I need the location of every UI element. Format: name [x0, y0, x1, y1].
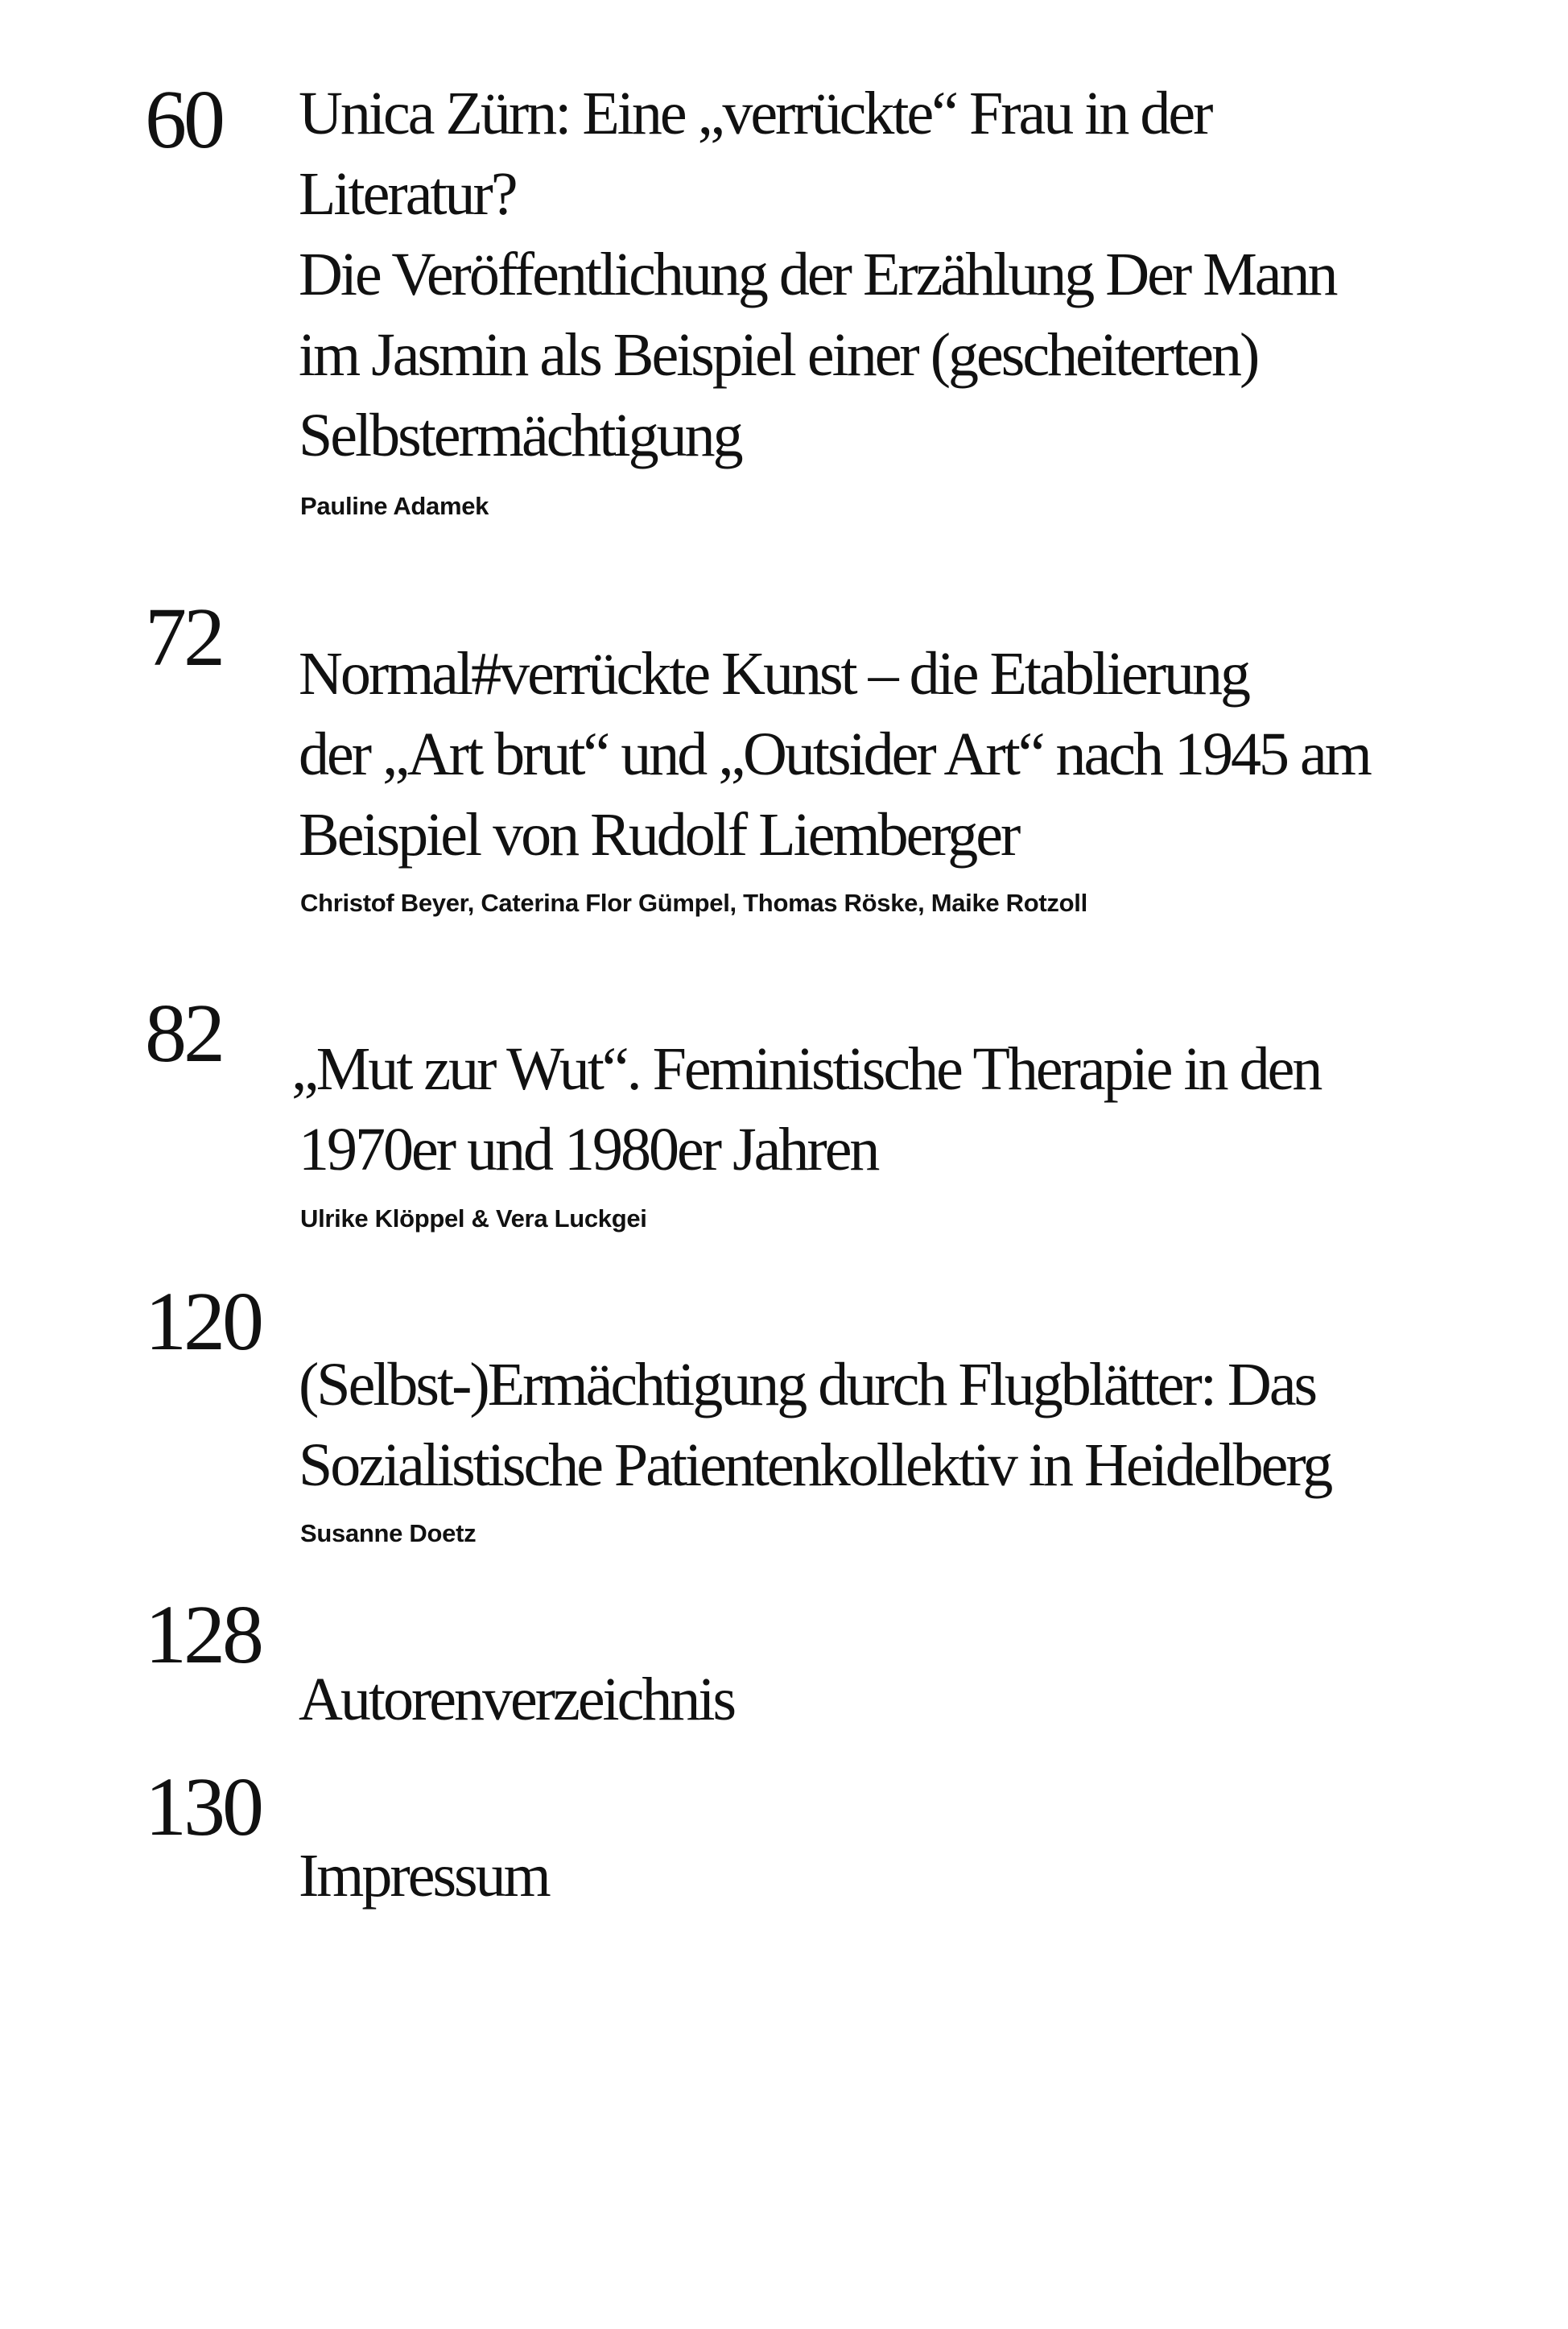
- title-line: Literatur?: [299, 160, 516, 228]
- toc-page-number: 72: [145, 591, 222, 683]
- title-line: Selbstermächtigung: [299, 402, 741, 469]
- title-line: (Selbst-)Ermächtigung durch Flugblätter: Das: [299, 1351, 1316, 1418]
- title-line: Die Veröffentlichung der Erzählung Der Mann: [299, 241, 1336, 308]
- toc-page-number: 128: [145, 1588, 261, 1681]
- toc-page-number: 82: [145, 987, 222, 1080]
- title-line: Sozialistische Patientenkollektiv in Heidelberg: [299, 1431, 1331, 1499]
- toc-page-number: 120: [145, 1275, 261, 1368]
- toc-entry-title[interactable]: [299, 634, 1522, 875]
- title-line: Autorenverzeichnis: [299, 1666, 735, 1733]
- toc-entry-author: Pauline Adamek: [300, 492, 489, 520]
- toc-page-number: 60: [145, 73, 222, 166]
- title-line: der „Art brut“ und „Outsider Art“ nach 1945 am: [299, 721, 1370, 788]
- title-line: Unica Zürn: Eine „verrückte“ Frau in der: [299, 80, 1211, 147]
- toc-entry-author: Susanne Doetz: [300, 1519, 477, 1547]
- toc-entry-author: Ulrike Klöppel & Vera Luckgei: [300, 1204, 647, 1233]
- title-line: Impressum: [299, 1842, 549, 1910]
- toc-entry-title[interactable]: [291, 1029, 1515, 1190]
- toc-entry-title[interactable]: [299, 73, 1522, 476]
- title-line: Normal#verrückte Kunst – die Etablierung: [299, 640, 1249, 708]
- title-line: „Mut zur Wut“. Feministische Therapie in den: [291, 1035, 1321, 1103]
- title-line: im Jasmin als Beispiel einer (gescheiterten): [299, 321, 1258, 389]
- toc-entry-title[interactable]: [299, 1836, 1522, 1916]
- toc-entry-title[interactable]: [299, 1344, 1522, 1505]
- toc-entry-author: Christof Beyer, Caterina Flor Gümpel, Thomas Röske, Maike Rotzoll: [300, 889, 1087, 917]
- title-line: 1970er und 1980er Jahren: [299, 1116, 878, 1183]
- toc-entry-title[interactable]: [299, 1659, 1522, 1740]
- toc-page-number: 130: [145, 1761, 261, 1853]
- title-line: Beispiel von Rudolf Liemberger: [299, 801, 1019, 869]
